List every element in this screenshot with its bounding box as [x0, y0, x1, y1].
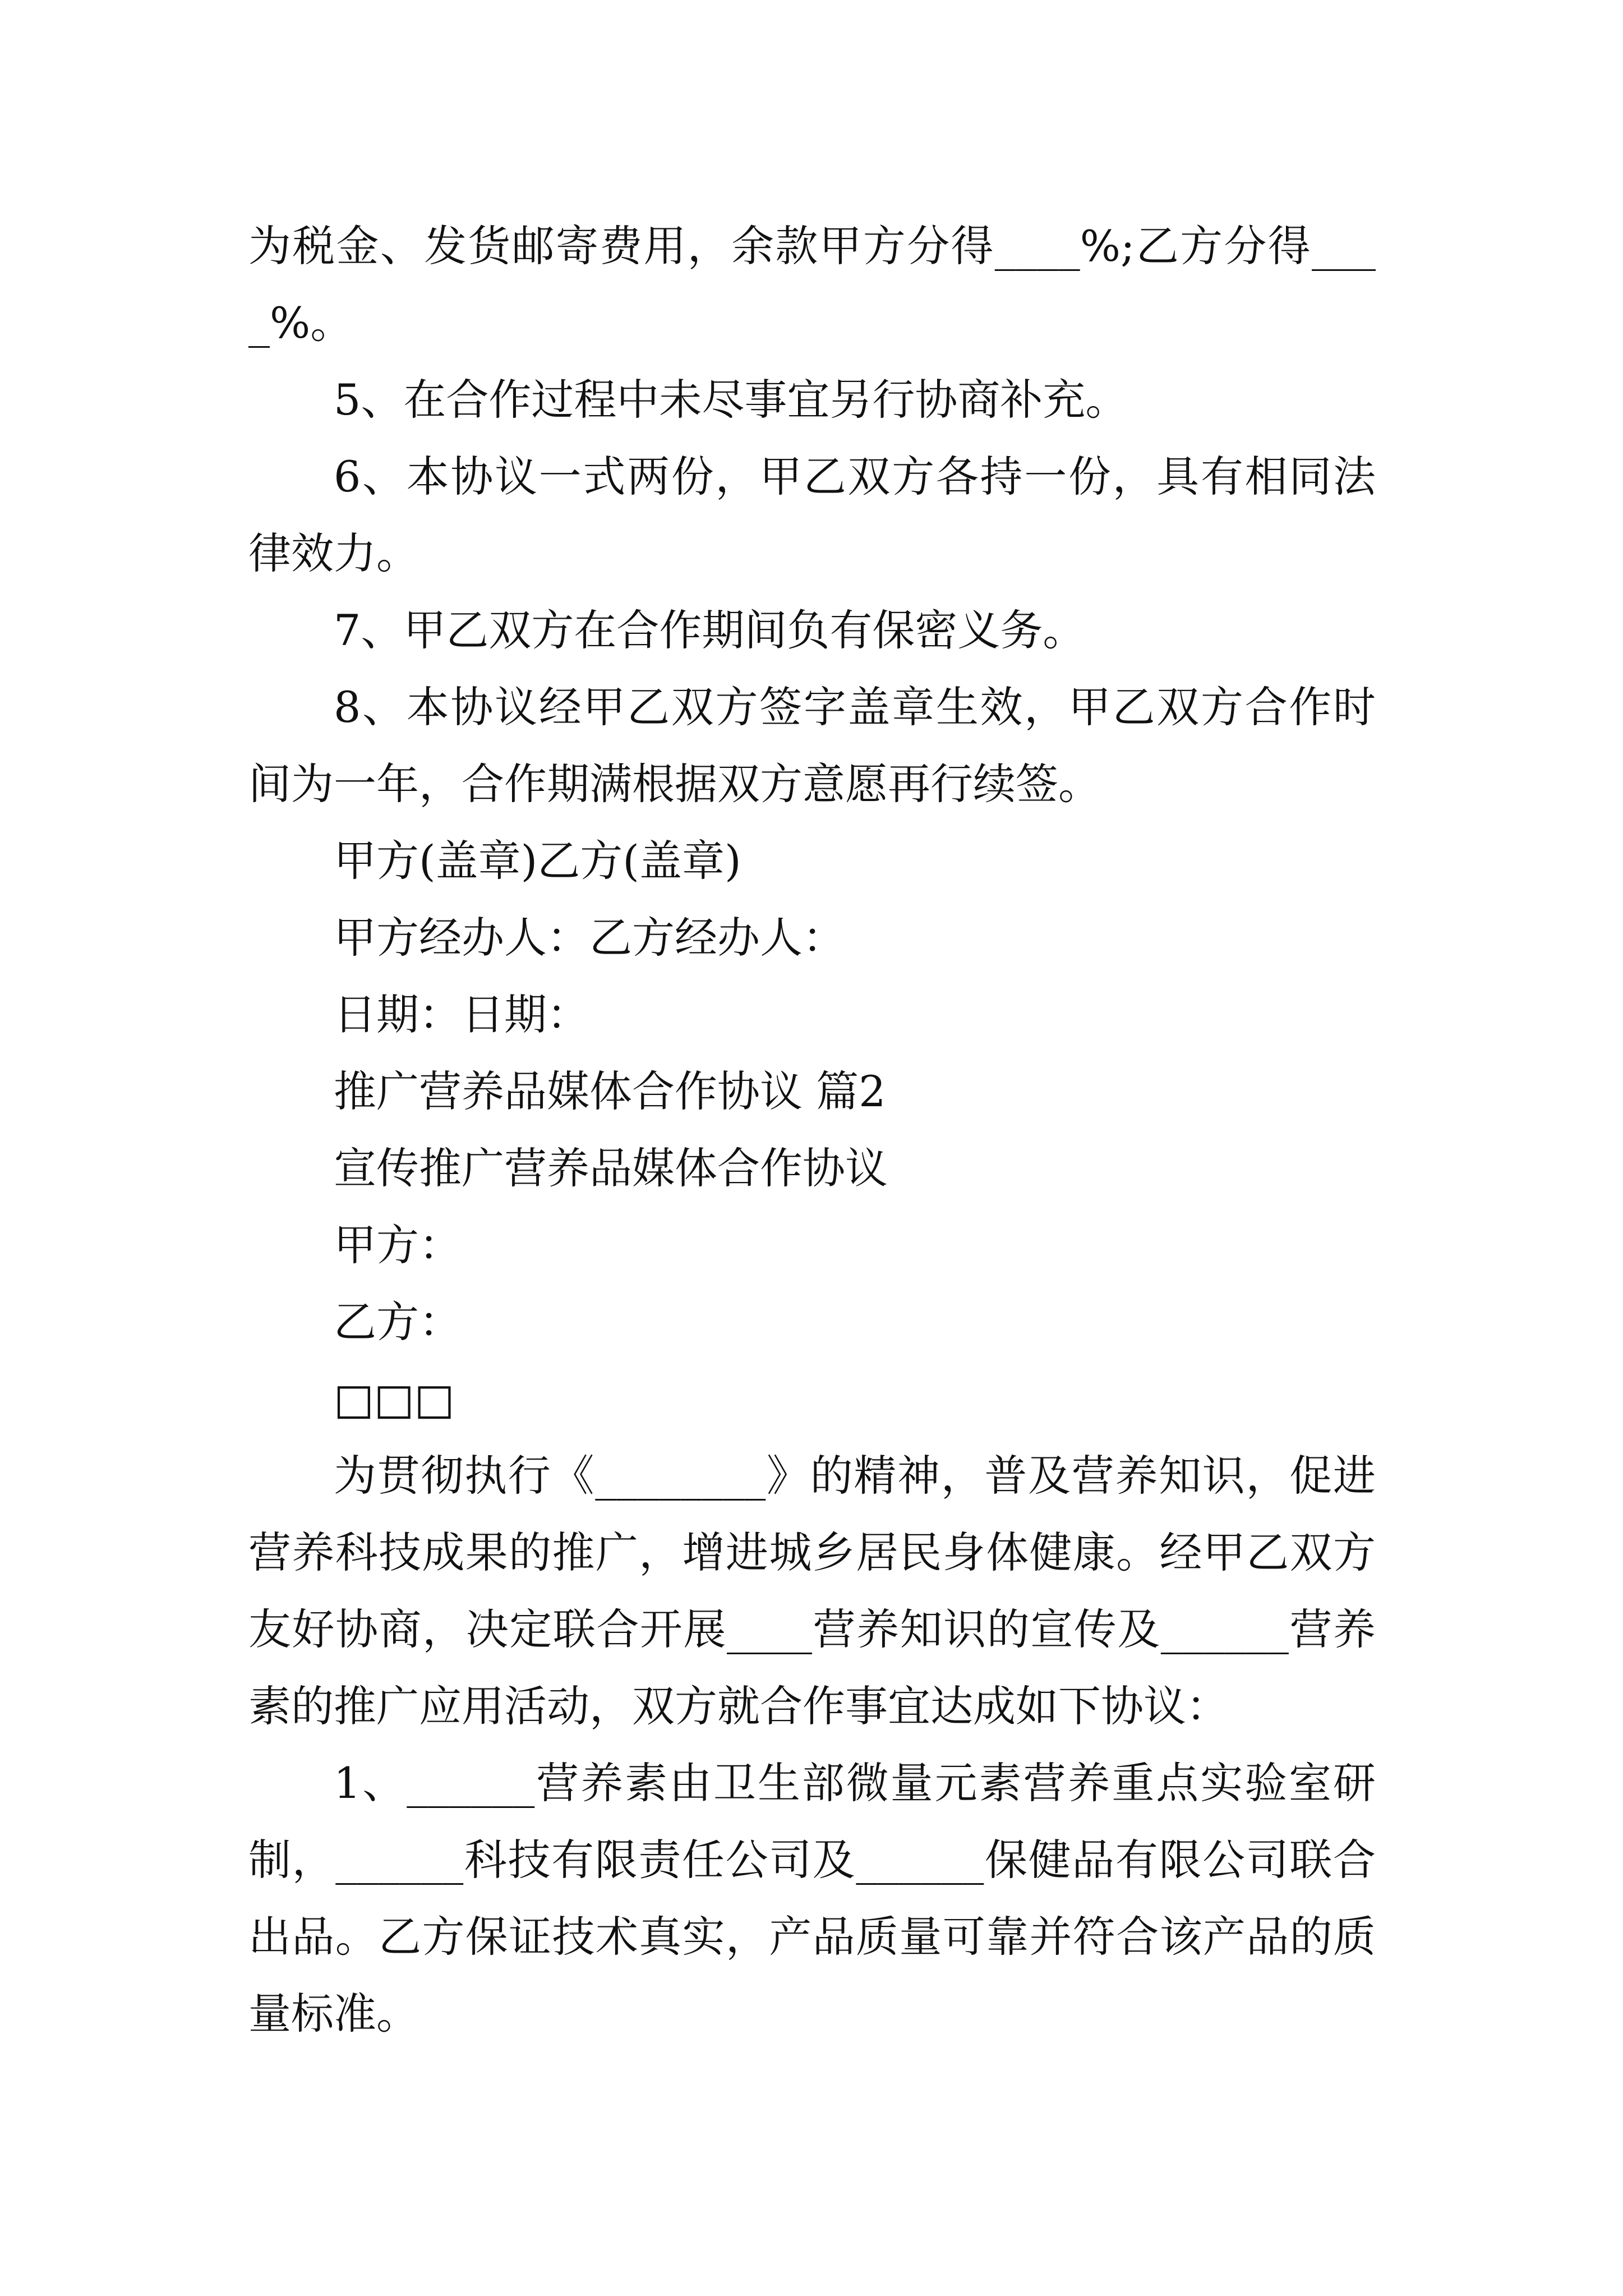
paragraph-text: 5、在合作过程中未尽事宜另行协商补充。 [334, 375, 1128, 425]
placeholder-boxes-text: □□□ [334, 1374, 455, 1424]
clause-6 [248, 438, 1376, 592]
seal-line [248, 822, 1376, 899]
clause-1 [248, 1745, 1376, 2052]
paragraph-text: 为税金、发货邮寄费用，余款甲方分得____%;乙方分得____%。 [248, 221, 1376, 348]
party-b-text: 乙方： [334, 1297, 462, 1347]
section-heading [248, 1053, 1376, 1130]
clause-7 [248, 592, 1376, 669]
party-a-line [248, 1207, 1376, 1283]
placeholder-boxes-line [248, 1360, 1376, 1437]
preamble [248, 1437, 1376, 1745]
date-line [248, 976, 1376, 1053]
paragraph-text: 1、______营养素由卫生部微量元素营养重点实验室研制，______科技有限责任公司及______保健品有限公司联合出品。乙方保证技术真实，产品质量可靠并符合该产品的质量标准。 [248, 1758, 1376, 2039]
clause-8 [248, 669, 1376, 822]
paragraph-text: 6、本协议一式两份，甲乙双方各持一份，具有相同法律效力。 [248, 452, 1376, 578]
agreement-title [248, 1130, 1376, 1207]
date-text: 日期：日期： [334, 990, 589, 1039]
agreement-title-text: 宣传推广营养品媒体合作协议 [334, 1143, 888, 1193]
paragraph-text: 8、本协议经甲乙双方签字盖章生效，甲乙双方合作时间为一年，合作期满根据双方意愿再行续签。 [248, 682, 1376, 809]
paragraph-text: 7、甲乙双方在合作期间负有保密义务。 [334, 605, 1086, 655]
handler-line [248, 899, 1376, 976]
party-b-line [248, 1283, 1376, 1360]
section-title: 推广营养品媒体合作协议 篇2 [334, 1066, 886, 1116]
signature-seal-text: 甲方(盖章)乙方(盖章) [334, 836, 741, 886]
clause-5 [248, 361, 1376, 438]
paragraph-text: 为贯彻执行《________》的精神，普及营养知识，促进营养科技成果的推广，增进城乡居民身体健康。经甲乙双方友好协商，决定联合开展____营养知识的宣传及______营养素的推广应用活动，双方就合作事宜达成如下协议： [248, 1451, 1376, 1731]
clause-4-continuation [248, 208, 1376, 361]
handler-text: 甲方经办人：乙方经办人： [334, 913, 845, 963]
party-a-text: 甲方： [334, 1220, 462, 1270]
